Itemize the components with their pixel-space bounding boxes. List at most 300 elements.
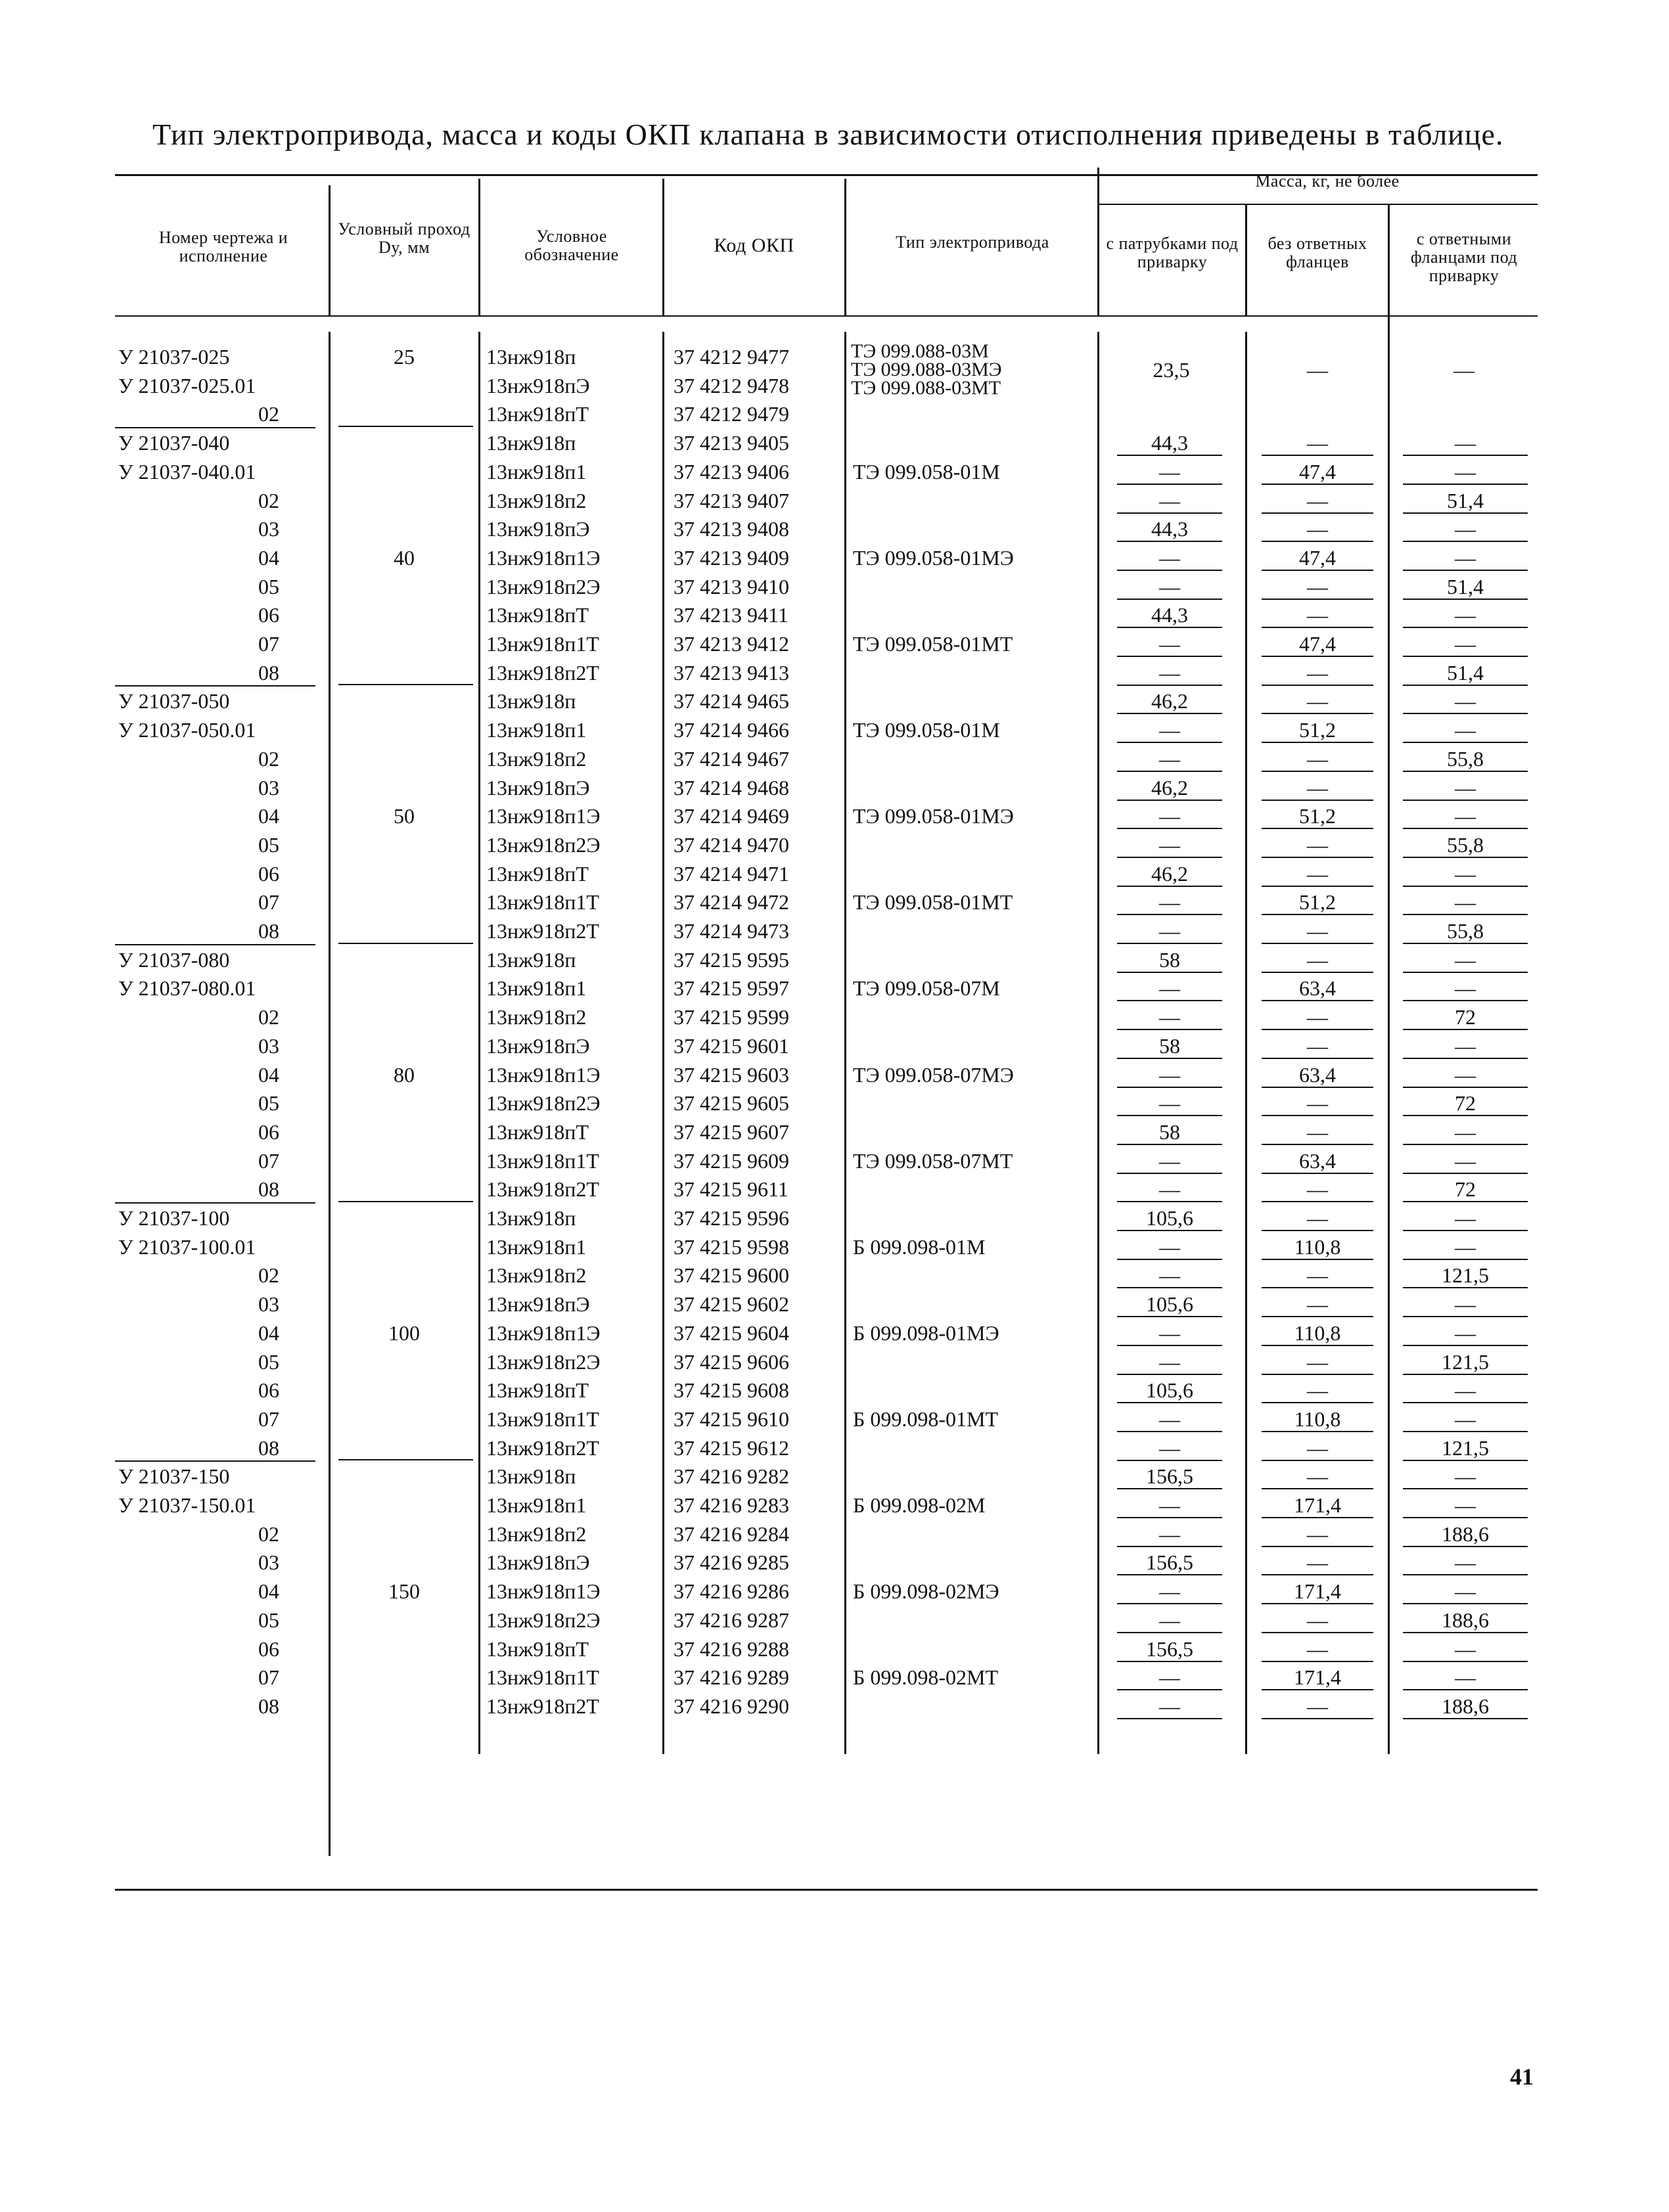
designation-cell: 13нж918п bbox=[486, 431, 576, 455]
okp-cell: 37 4215 9601 bbox=[674, 1033, 789, 1058]
designation-cell: 13нж918п1Э bbox=[486, 545, 601, 570]
designation-cell: 13нж918пТ bbox=[486, 603, 589, 627]
okp-cell: 37 4215 9598 bbox=[674, 1234, 789, 1259]
mass-flange-cell: 72 bbox=[1403, 1005, 1528, 1030]
mass-noflange-cell: — bbox=[1262, 948, 1373, 973]
drawing-cell: 06 bbox=[258, 861, 279, 886]
body-divider bbox=[1097, 332, 1099, 1754]
mass-noflange-cell: — bbox=[1262, 1436, 1373, 1461]
mass-weld-cell: — bbox=[1117, 1665, 1222, 1690]
mass-noflange-cell: — bbox=[1262, 1350, 1373, 1375]
okp-cell: 37 4213 9408 bbox=[674, 517, 789, 541]
okp-cell: 37 4215 9610 bbox=[674, 1407, 789, 1431]
okp-cell: 37 4215 9606 bbox=[674, 1349, 789, 1374]
drawing-cell: 05 bbox=[258, 574, 279, 598]
mass-flange-cell: — bbox=[1403, 632, 1528, 657]
body-divider bbox=[1388, 314, 1390, 1754]
body-divider bbox=[478, 332, 480, 1754]
okp-cell: 37 4212 9477 bbox=[674, 345, 789, 369]
designation-cell: 13нж918п1Т bbox=[486, 890, 599, 914]
mass-flange-cell: 55,8 bbox=[1403, 919, 1528, 944]
mass-flange-cell: — bbox=[1403, 948, 1528, 973]
mass-weld-cell: — bbox=[1117, 1177, 1222, 1202]
okp-cell: 37 4214 9468 bbox=[674, 775, 789, 800]
designation-cell: 13нж918п2 bbox=[486, 1263, 587, 1288]
mass-noflange-cell: 47,4 bbox=[1262, 460, 1373, 485]
drive-cell: Б 099.098-02МТ bbox=[853, 1665, 999, 1690]
designation-cell: 13нж918пЭ bbox=[486, 517, 590, 541]
okp-cell: 37 4213 9410 bbox=[674, 574, 789, 598]
section-rule bbox=[115, 1460, 315, 1462]
mass-noflange-cell: — bbox=[1262, 1177, 1373, 1202]
mass-noflange-cell: — bbox=[1262, 919, 1373, 944]
mass-weld-cell: — bbox=[1117, 460, 1222, 485]
okp-cell: 37 4215 9609 bbox=[674, 1148, 789, 1173]
mass-flange-cell: 55,8 bbox=[1403, 747, 1528, 772]
section-rule bbox=[115, 944, 315, 945]
designation-cell: 13нж918п2Т bbox=[486, 1177, 599, 1202]
okp-cell: 37 4212 9479 bbox=[674, 402, 789, 426]
okp-cell: 37 4216 9288 bbox=[674, 1636, 789, 1661]
mass-noflange-cell: — bbox=[1262, 1005, 1373, 1030]
mass-weld-cell: — bbox=[1117, 976, 1222, 1001]
mass-weld-cell: — bbox=[1117, 833, 1222, 858]
mass-weld-cell: — bbox=[1117, 1149, 1222, 1174]
mass-noflange-cell: — bbox=[1262, 747, 1373, 772]
designation-cell: 13нж918п2 bbox=[486, 488, 587, 512]
drive-cell: ТЭ 099.058-07М bbox=[853, 976, 1000, 1001]
mass-noflange-cell: — bbox=[1262, 489, 1373, 514]
mass-flange-cell: 51,4 bbox=[1403, 489, 1528, 514]
mass-weld-cell: 156,5 bbox=[1117, 1637, 1222, 1662]
header-divider bbox=[662, 179, 664, 315]
drive-cell: ТЭ 099.058-01МТ bbox=[853, 890, 1013, 914]
mass-weld-cell: — bbox=[1117, 1579, 1222, 1604]
drawing-cell: 02 bbox=[258, 488, 279, 512]
mass-flange-cell: — bbox=[1403, 1579, 1528, 1604]
mass-flange-cell: — bbox=[1403, 689, 1528, 714]
okp-cell: 37 4213 9407 bbox=[674, 488, 789, 512]
drawing-cell: У 21037-025.01 bbox=[118, 373, 256, 397]
drawing-cell: У 21037-050 bbox=[118, 689, 230, 713]
group-rule bbox=[338, 684, 473, 685]
page-number: 41 bbox=[1510, 2064, 1534, 2090]
designation-cell: 13нж918п bbox=[486, 1464, 576, 1489]
mass-weld-cell: 46,2 bbox=[1117, 689, 1222, 714]
mass-flange-cell: 188,6 bbox=[1403, 1522, 1528, 1547]
header-mass-weld: с патрубками под приварку bbox=[1106, 234, 1239, 271]
drawing-cell: 06 bbox=[258, 1636, 279, 1661]
okp-cell: 37 4214 9465 bbox=[674, 689, 789, 713]
mass-noflange-cell: — bbox=[1262, 1091, 1373, 1116]
mass-noflange-cell: — bbox=[1262, 1637, 1373, 1662]
dn-cell: 80 bbox=[394, 1062, 415, 1087]
dn-cell: 40 bbox=[394, 545, 415, 570]
mass-weld-cell: 58 bbox=[1117, 1034, 1222, 1059]
designation-cell: 13нж918пТ bbox=[486, 861, 589, 886]
okp-cell: 37 4215 9603 bbox=[674, 1062, 789, 1087]
body-divider bbox=[329, 332, 331, 1856]
drawing-cell: 04 bbox=[258, 545, 279, 570]
drawing-cell: 07 bbox=[258, 1148, 279, 1173]
designation-cell: 13нж918пЭ bbox=[486, 1292, 590, 1317]
okp-cell: 37 4214 9467 bbox=[674, 746, 789, 771]
drawing-cell: У 21037-025 bbox=[118, 345, 230, 369]
designation-cell: 13нж918пЭ bbox=[486, 1550, 590, 1575]
mass-flange-cell: — bbox=[1403, 1493, 1528, 1518]
drawing-cell: 08 bbox=[258, 1694, 279, 1718]
mass-weld-cell: — bbox=[1117, 919, 1222, 944]
mass-flange-cell: — bbox=[1403, 1206, 1528, 1231]
header-drive: Тип электропривода bbox=[896, 233, 1049, 252]
mass-weld-cell: 105,6 bbox=[1117, 1378, 1222, 1403]
mass-noflange-cell: — bbox=[1262, 1464, 1373, 1489]
mass-weld-cell: 156,5 bbox=[1117, 1464, 1222, 1489]
mass-noflange-cell: 47,4 bbox=[1262, 546, 1373, 571]
designation-cell: 13нж918п1Т bbox=[486, 1148, 599, 1173]
header-drawing: Номер чертежа и исполнение bbox=[158, 228, 288, 265]
designation-cell: 13нж918п2Т bbox=[486, 1435, 599, 1460]
mass-flange-cell: 188,6 bbox=[1403, 1608, 1528, 1633]
mass-flange-cell: 51,4 bbox=[1403, 661, 1528, 686]
designation-cell: 13нж918п2Э bbox=[486, 1091, 601, 1116]
mass-noflange-cell: 171,4 bbox=[1262, 1579, 1373, 1604]
drive-cell: ТЭ 099.088-03МЭ bbox=[851, 359, 1002, 380]
mass-flange-cell: 72 bbox=[1403, 1177, 1528, 1202]
okp-cell: 37 4216 9283 bbox=[674, 1493, 789, 1517]
okp-cell: 37 4215 9596 bbox=[674, 1206, 789, 1230]
drawing-cell: 02 bbox=[258, 746, 279, 771]
mass-weld-cell: — bbox=[1117, 1522, 1222, 1547]
designation-cell: 13нж918пТ bbox=[486, 1636, 589, 1661]
mass-flange-cell: — bbox=[1403, 1292, 1528, 1317]
drawing-cell: 04 bbox=[258, 804, 279, 828]
okp-cell: 37 4213 9412 bbox=[674, 632, 789, 656]
mass-flange-cell: — bbox=[1403, 460, 1528, 485]
drawing-cell: У 21037-040.01 bbox=[118, 459, 256, 484]
mass-noflange-cell: — bbox=[1262, 431, 1373, 456]
okp-cell: 37 4216 9290 bbox=[674, 1694, 789, 1718]
mass-noflange-cell: — bbox=[1262, 517, 1373, 542]
mass-flange-cell: — bbox=[1403, 603, 1528, 628]
mass-noflange-cell: 110,8 bbox=[1262, 1407, 1373, 1432]
okp-cell: 37 4215 9612 bbox=[674, 1435, 789, 1460]
drawing-cell: 02 bbox=[258, 1522, 279, 1546]
drawing-cell: 04 bbox=[258, 1320, 279, 1345]
designation-cell: 13нж918п bbox=[486, 345, 576, 369]
table-caption: Тип электропривода, масса и коды ОКП клапана в зависимости отисполнения приведены в таблице. bbox=[152, 118, 1504, 151]
mass-flange-cell: — bbox=[1403, 1665, 1528, 1690]
mass-noflange-cell: 63,4 bbox=[1262, 976, 1373, 1001]
mass-weld-cell: 44,3 bbox=[1117, 517, 1222, 542]
drawing-cell: У 21037-080.01 bbox=[118, 976, 256, 1001]
drive-cell: Б 099.098-02МЭ bbox=[853, 1579, 999, 1604]
dn-cell: 25 bbox=[394, 345, 415, 369]
drawing-cell: 05 bbox=[258, 1091, 279, 1116]
mass-noflange-cell: 110,8 bbox=[1262, 1321, 1373, 1346]
mass-noflange-cell: — bbox=[1262, 1120, 1373, 1145]
drawing-cell: 08 bbox=[258, 1435, 279, 1460]
group-rule bbox=[338, 1201, 473, 1202]
drawing-cell: 05 bbox=[258, 1349, 279, 1374]
mass-noflange-cell: — bbox=[1262, 689, 1373, 714]
mass-weld-cell: — bbox=[1117, 1321, 1222, 1346]
designation-cell: 13нж918пЭ bbox=[486, 373, 590, 397]
mass-noflange-cell: 51,2 bbox=[1262, 890, 1373, 915]
header-okp: Код ОКП bbox=[714, 235, 794, 256]
drawing-cell: 08 bbox=[258, 919, 279, 943]
header-divider bbox=[329, 185, 331, 315]
drawing-cell: 02 bbox=[258, 1005, 279, 1029]
designation-cell: 13нж918п2 bbox=[486, 746, 587, 771]
mass-flange-cell: — bbox=[1403, 546, 1528, 571]
drive-cell: ТЭ 099.058-01М bbox=[853, 718, 1000, 742]
mass-weld-cell: — bbox=[1117, 661, 1222, 686]
mass-weld-cell: — bbox=[1117, 1350, 1222, 1375]
group-rule bbox=[338, 943, 473, 944]
mass-flange-cell: — bbox=[1453, 358, 1475, 382]
mass-noflange-cell: 171,4 bbox=[1262, 1493, 1373, 1518]
designation-cell: 13нж918п2Э bbox=[486, 574, 601, 598]
mass-weld-cell: — bbox=[1117, 1091, 1222, 1116]
drawing-cell: У 21037-100.01 bbox=[118, 1234, 256, 1259]
mass-weld-cell: — bbox=[1117, 1407, 1222, 1432]
mass-noflange-cell: 63,4 bbox=[1262, 1149, 1373, 1174]
designation-cell: 13нж918п bbox=[486, 947, 576, 972]
okp-cell: 37 4213 9409 bbox=[674, 545, 789, 570]
mass-flange-cell: 121,5 bbox=[1403, 1350, 1528, 1375]
drawing-cell: 07 bbox=[258, 890, 279, 914]
mass-noflange-cell: — bbox=[1262, 1694, 1373, 1719]
mass-weld-cell: — bbox=[1117, 546, 1222, 571]
mass-flange-cell: — bbox=[1403, 976, 1528, 1001]
mass-weld-cell: — bbox=[1117, 1263, 1222, 1288]
mass-weld-cell: 105,6 bbox=[1117, 1206, 1222, 1231]
designation-cell: 13нж918п2Э bbox=[486, 832, 601, 857]
mass-noflange-cell: 63,4 bbox=[1262, 1063, 1373, 1088]
designation-cell: 13нж918п2Э bbox=[486, 1349, 601, 1374]
designation-cell: 13нж918п1Э bbox=[486, 1320, 601, 1345]
drawing-cell: 06 bbox=[258, 603, 279, 627]
designation-cell: 13нж918п bbox=[486, 689, 576, 713]
designation-cell: 13нж918п1 bbox=[486, 1234, 587, 1259]
mass-weld-cell: 105,6 bbox=[1117, 1292, 1222, 1317]
mass-flange-cell: — bbox=[1403, 1407, 1528, 1432]
mass-noflange-cell: — bbox=[1262, 776, 1373, 801]
drawing-cell: 06 bbox=[258, 1119, 279, 1144]
drawing-cell: У 21037-040 bbox=[118, 431, 230, 455]
designation-cell: 13нж918п1Э bbox=[486, 1579, 601, 1604]
drive-cell: Б 099.098-01МТ bbox=[853, 1407, 999, 1431]
mass-noflange-cell: — bbox=[1262, 862, 1373, 887]
mass-flange-cell: — bbox=[1403, 1637, 1528, 1662]
designation-cell: 13нж918п1Э bbox=[486, 804, 601, 828]
mass-weld-cell: — bbox=[1117, 718, 1222, 743]
mass-noflange-cell: — bbox=[1262, 1550, 1373, 1575]
mass-flange-cell: — bbox=[1403, 1063, 1528, 1088]
mass-group-rule bbox=[1097, 204, 1538, 205]
mass-weld-cell: 44,3 bbox=[1117, 603, 1222, 628]
drawing-cell: 05 bbox=[258, 1608, 279, 1632]
mass-noflange-cell: — bbox=[1262, 661, 1373, 686]
designation-cell: 13нж918п1Т bbox=[486, 1407, 599, 1431]
okp-cell: 37 4216 9287 bbox=[674, 1608, 789, 1632]
drawing-cell: У 21037-050.01 bbox=[118, 718, 256, 742]
header-designation: Условное обозначение bbox=[524, 227, 619, 264]
mass-weld-cell: — bbox=[1117, 575, 1222, 600]
mass-flange-cell: — bbox=[1403, 517, 1528, 542]
mass-flange-cell: — bbox=[1403, 776, 1528, 801]
dn-cell: 100 bbox=[388, 1320, 420, 1345]
drawing-cell: 05 bbox=[258, 832, 279, 857]
drawing-cell: 07 bbox=[258, 1407, 279, 1431]
designation-cell: 13нж918п1 bbox=[486, 718, 587, 742]
group-rule bbox=[338, 1459, 473, 1460]
drawing-cell: У 21037-080 bbox=[118, 947, 230, 972]
okp-cell: 37 4213 9406 bbox=[674, 459, 789, 484]
mass-flange-cell: — bbox=[1403, 804, 1528, 829]
drawing-cell: 04 bbox=[258, 1062, 279, 1087]
drive-cell: ТЭ 099.058-01МЭ bbox=[853, 545, 1014, 570]
drawing-cell: У 21037-150 bbox=[118, 1464, 230, 1489]
drive-cell: ТЭ 099.088-03МТ bbox=[851, 377, 1001, 399]
okp-cell: 37 4214 9469 bbox=[674, 804, 789, 828]
designation-cell: 13нж918п1Э bbox=[486, 1062, 601, 1087]
mass-flange-cell: — bbox=[1403, 1120, 1528, 1145]
designation-cell: 13нж918п2 bbox=[486, 1005, 587, 1029]
drive-cell: Б 099.098-01М bbox=[853, 1234, 986, 1259]
designation-cell: 13нж918п2Э bbox=[486, 1608, 601, 1632]
body-divider bbox=[662, 332, 664, 1754]
designation-cell: 13нж918пЭ bbox=[486, 1033, 590, 1058]
mass-flange-cell: 121,5 bbox=[1403, 1436, 1528, 1461]
okp-cell: 37 4214 9470 bbox=[674, 832, 789, 857]
designation-cell: 13нж918пТ bbox=[486, 1378, 589, 1403]
mass-noflange-cell: — bbox=[1262, 1378, 1373, 1403]
mass-noflange-cell: 171,4 bbox=[1262, 1665, 1373, 1690]
okp-cell: 37 4213 9413 bbox=[674, 660, 789, 685]
drawing-cell: 03 bbox=[258, 775, 279, 800]
drive-cell: ТЭ 099.088-03М bbox=[851, 340, 989, 362]
designation-cell: 13нж918п2Т bbox=[486, 1694, 599, 1718]
body-divider bbox=[1245, 332, 1247, 1754]
drawing-cell: 02 bbox=[258, 1263, 279, 1288]
body-divider bbox=[844, 332, 846, 1754]
mass-weld-cell: 44,3 bbox=[1117, 431, 1222, 456]
mass-flange-cell: — bbox=[1403, 1464, 1528, 1489]
mass-flange-cell: 72 bbox=[1403, 1091, 1528, 1116]
designation-cell: 13нж918п2Т bbox=[486, 660, 599, 685]
mass-weld-cell: — bbox=[1117, 1063, 1222, 1088]
drive-cell: Б 099.098-01МЭ bbox=[853, 1320, 999, 1345]
mass-weld-cell: — bbox=[1117, 1608, 1222, 1633]
dn-cell: 150 bbox=[388, 1579, 420, 1604]
okp-cell: 37 4215 9599 bbox=[674, 1005, 789, 1029]
okp-cell: 37 4214 9466 bbox=[674, 718, 789, 742]
mass-weld-cell: — bbox=[1117, 1493, 1222, 1518]
mass-flange-cell: — bbox=[1403, 1235, 1528, 1260]
designation-cell: 13нж918п bbox=[486, 1206, 576, 1230]
mass-noflange-cell: — bbox=[1262, 1292, 1373, 1317]
designation-cell: 13нж918п1Т bbox=[486, 1665, 599, 1690]
mass-flange-cell: — bbox=[1403, 1034, 1528, 1059]
drive-cell: ТЭ 099.058-01МТ bbox=[853, 632, 1013, 656]
mass-noflange-cell: 51,2 bbox=[1262, 804, 1373, 829]
designation-cell: 13нж918пТ bbox=[486, 402, 589, 426]
mass-flange-cell: — bbox=[1403, 1378, 1528, 1403]
mass-weld-cell: — bbox=[1117, 1235, 1222, 1260]
drawing-cell: 03 bbox=[258, 1550, 279, 1575]
header-mass-flange: с ответными фланцами под приварку bbox=[1410, 229, 1518, 285]
mass-weld-cell: — bbox=[1117, 890, 1222, 915]
mass-noflange-cell: — bbox=[1262, 1522, 1373, 1547]
designation-cell: 13нж918п1 bbox=[486, 976, 587, 1001]
mass-noflange-cell: — bbox=[1262, 833, 1373, 858]
header-bottom-rule bbox=[115, 315, 1538, 317]
okp-cell: 37 4214 9473 bbox=[674, 919, 789, 943]
mass-noflange-cell: 110,8 bbox=[1262, 1235, 1373, 1260]
mass-weld-cell: 58 bbox=[1117, 948, 1222, 973]
okp-cell: 37 4215 9611 bbox=[674, 1177, 789, 1202]
drive-cell: ТЭ 099.058-01МЭ bbox=[853, 804, 1014, 828]
okp-cell: 37 4215 9597 bbox=[674, 976, 789, 1001]
mass-flange-cell: — bbox=[1403, 862, 1528, 887]
drawing-cell: У 21037-100 bbox=[118, 1206, 230, 1230]
group-rule bbox=[338, 426, 473, 427]
okp-cell: 37 4214 9472 bbox=[674, 890, 789, 914]
drive-cell: ТЭ 099.058-07МЭ bbox=[853, 1062, 1014, 1087]
okp-cell: 37 4216 9284 bbox=[674, 1522, 789, 1546]
drawing-cell: 07 bbox=[258, 1665, 279, 1690]
okp-cell: 37 4215 9600 bbox=[674, 1263, 789, 1288]
mass-flange-cell: 51,4 bbox=[1403, 575, 1528, 600]
mass-noflange-cell: — bbox=[1262, 1608, 1373, 1633]
header-divider bbox=[844, 179, 846, 315]
okp-cell: 37 4216 9289 bbox=[674, 1665, 789, 1690]
mass-noflange-cell: — bbox=[1262, 1034, 1373, 1059]
drawing-cell: У 21037-150.01 bbox=[118, 1493, 256, 1517]
designation-cell: 13нж918пТ bbox=[486, 1119, 589, 1144]
okp-cell: 37 4212 9478 bbox=[674, 373, 789, 397]
okp-cell: 37 4216 9282 bbox=[674, 1464, 789, 1489]
mass-noflange-cell: 51,2 bbox=[1262, 718, 1373, 743]
mass-flange-cell: — bbox=[1403, 890, 1528, 915]
mass-noflange-cell: 47,4 bbox=[1262, 632, 1373, 657]
mass-flange-cell: 121,5 bbox=[1403, 1263, 1528, 1288]
section-rule bbox=[115, 685, 315, 687]
mass-weld-cell: 46,2 bbox=[1117, 776, 1222, 801]
mass-weld-cell: — bbox=[1117, 632, 1222, 657]
designation-cell: 13нж918п2 bbox=[486, 1522, 587, 1546]
header-divider bbox=[1097, 168, 1099, 315]
mass-weld-cell: 46,2 bbox=[1117, 862, 1222, 887]
okp-cell: 37 4213 9405 bbox=[674, 431, 789, 455]
section-rule bbox=[115, 427, 315, 428]
mass-flange-cell: — bbox=[1403, 431, 1528, 456]
okp-cell: 37 4215 9605 bbox=[674, 1091, 789, 1116]
mass-noflange-cell: — bbox=[1262, 575, 1373, 600]
header-dn: Условный проход Dу, мм bbox=[338, 219, 470, 257]
header-divider bbox=[478, 179, 480, 315]
designation-cell: 13нж918п1Т bbox=[486, 632, 599, 656]
header-divider bbox=[1245, 205, 1247, 315]
header-mass-group: Масса, кг, не более bbox=[1255, 171, 1400, 191]
section-rule bbox=[115, 1202, 315, 1204]
okp-cell: 37 4214 9471 bbox=[674, 861, 789, 886]
table-bottom-rule bbox=[115, 1889, 1538, 1891]
drawing-cell: 02 bbox=[258, 402, 279, 426]
drawing-cell: 08 bbox=[258, 660, 279, 685]
